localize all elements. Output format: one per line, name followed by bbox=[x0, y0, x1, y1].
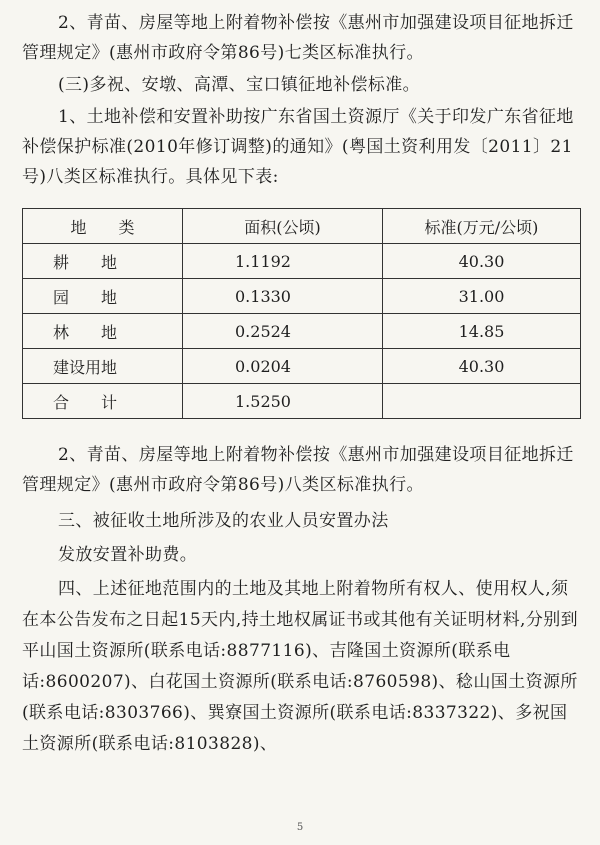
cell-standard: 40.30 bbox=[383, 349, 581, 384]
cell-total-label: 合 计 bbox=[23, 384, 183, 419]
cell-land-type: 耕 地 bbox=[23, 244, 183, 279]
paragraph-section-three-heading: (三)多祝、安墩、高潭、宝口镇征地补偿标准。 bbox=[58, 75, 421, 95]
cell-area: 0.2524 bbox=[183, 314, 383, 349]
cell-total-area: 1.5250 bbox=[183, 384, 383, 419]
paragraph-section-three-resettlement: 三、被征收土地所涉及的农业人员安置办法 bbox=[58, 511, 389, 531]
cell-land-type: 园 地 bbox=[23, 279, 183, 314]
paragraph-seedling-compensation-class7: 2、青苗、房屋等地上附着物补偿按《惠州市加强建设项目征地拆迁管理规定》(惠州市政府令第86号)七类区标准执行。 bbox=[22, 13, 574, 63]
header-area: 面积(公顷) bbox=[183, 209, 383, 244]
cell-area: 0.1330 bbox=[183, 279, 383, 314]
cell-land-type: 建设用地 bbox=[23, 349, 183, 384]
cell-total-standard bbox=[383, 384, 581, 419]
header-land-type: 地 类 bbox=[23, 209, 183, 244]
table-row bbox=[23, 314, 581, 349]
paragraph-section-four-registration: 四、上述征地范围内的土地及其地上附着物所有权人、使用权人,须在本公告发布之日起15天内,持土地权属证书或其他有关证明材料,分别到平山国土资源所(联系电话:8877116)、吉隆国土资源所(联系电话:8600207)、白花国土资源所(联系电话:8760598)、稔山国土资源所(联系电话:8303766)、巽寮国土资源所(联系电话:8337322)、多祝国土资源所(联系电话:8103828)、 bbox=[22, 579, 579, 754]
paragraph-land-compensation: 1、土地补偿和安置补助按广东省国土资源厅《关于印发广东省征地补偿保护标准(2010年修订调整)的通知》(粤国土资利用发〔2011〕21号)八类区标准执行。具体见下表: bbox=[22, 107, 574, 187]
cell-standard: 14.85 bbox=[383, 314, 581, 349]
page-number: 5 bbox=[296, 822, 304, 833]
land-compensation-table bbox=[22, 208, 581, 419]
table-header-row bbox=[23, 209, 581, 244]
cell-area: 1.1192 bbox=[183, 244, 383, 279]
table-row bbox=[23, 279, 581, 314]
paragraph-resettlement-subsidy: 发放安置补助费。 bbox=[58, 545, 198, 565]
paragraph-seedling-compensation-class8: 2、青苗、房屋等地上附着物补偿按《惠州市加强建设项目征地拆迁管理规定》(惠州市政府令第86号)八类区标准执行。 bbox=[22, 445, 574, 495]
cell-standard: 40.30 bbox=[383, 244, 581, 279]
table-row bbox=[23, 244, 581, 279]
cell-area: 0.0204 bbox=[183, 349, 383, 384]
table-row bbox=[23, 349, 581, 384]
table-total-row bbox=[23, 384, 581, 419]
cell-standard: 31.00 bbox=[383, 279, 581, 314]
cell-land-type: 林 地 bbox=[23, 314, 183, 349]
header-standard: 标准(万元/公顷) bbox=[383, 209, 581, 244]
